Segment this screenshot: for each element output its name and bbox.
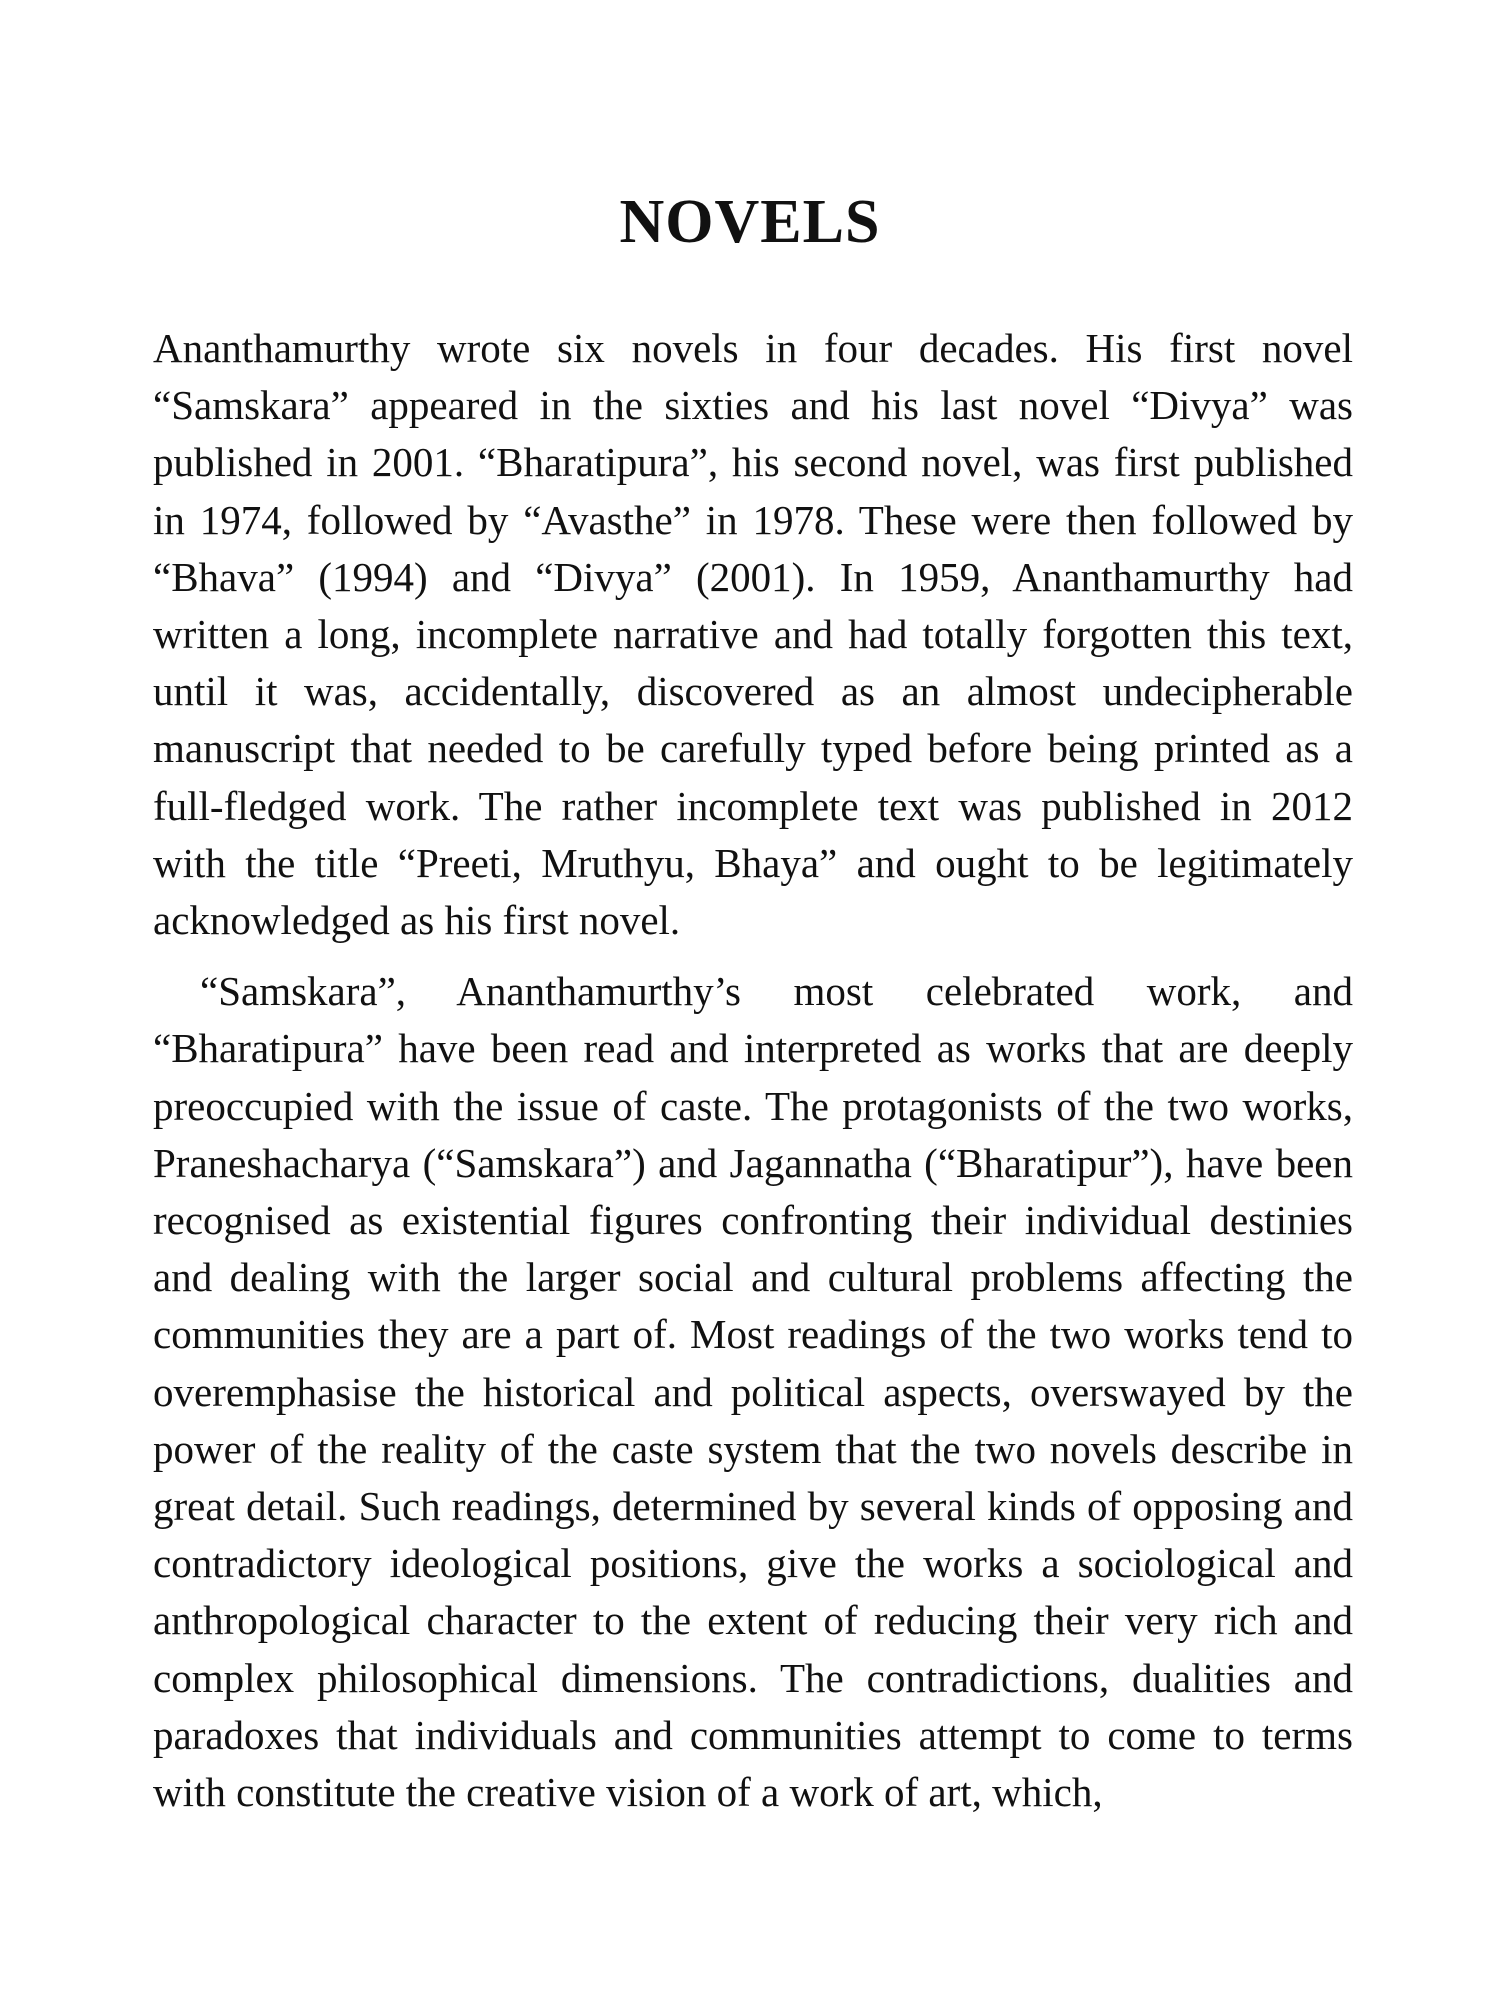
paragraph-1: Ananthamurthy wrote six novels in four decades. His first novel “Samskara” appeared in the sixties and his last novel “Divya” was published in 2001. “Bharatipura”, his second novel, was first published in 1974, followed by “Avasthe” in 1978. These were then followed by “Bhava” (1994) and “Divya” (2001). In 1959, Ananthamurthy had written a long, incomplete narrative and had totally forgotten this text, until it was, accidentally, discovered as an almost undecipherable manuscript that needed to be carefully typed before being printed as a full-fledged work. The rather incomplete text was published in 2012 with the title “Preeti, Mruthyu, Bhaya” and ought to be legitimately acknowledged as his first novel. [153,325,1353,944]
body-text [153,320,1353,1821]
chapter-title: NOVELS [619,187,881,256]
paragraph-2: “Samskara”, Ananthamurthy’s most celebrated work, and “Bharatipura” have been read and interpreted as works that are deeply preoccupied with the issue of caste. The protagonists of the two works, Praneshacharya (“Samskara”) and Jagannatha (“Bharatipur”), have been recognised as existential figures confronting their individual destinies and dealing with the larger social and cultural problems affecting the communities they are a part of. Most readings of the two works tend to overemphasise the historical and political aspects, overswayed by the power of the reality of the caste system that the two novels describe in great detail. Such readings, determined by several kinds of opposing and contradictory ideological positions, give the works a sociological and anthropological character to the extent of reducing their very rich and complex philosophical dimensions. The contradictions, dualities and paradoxes that individuals and communities attempt to come to terms with constitute the creative vision of a work of art, which, [153,968,1353,1816]
